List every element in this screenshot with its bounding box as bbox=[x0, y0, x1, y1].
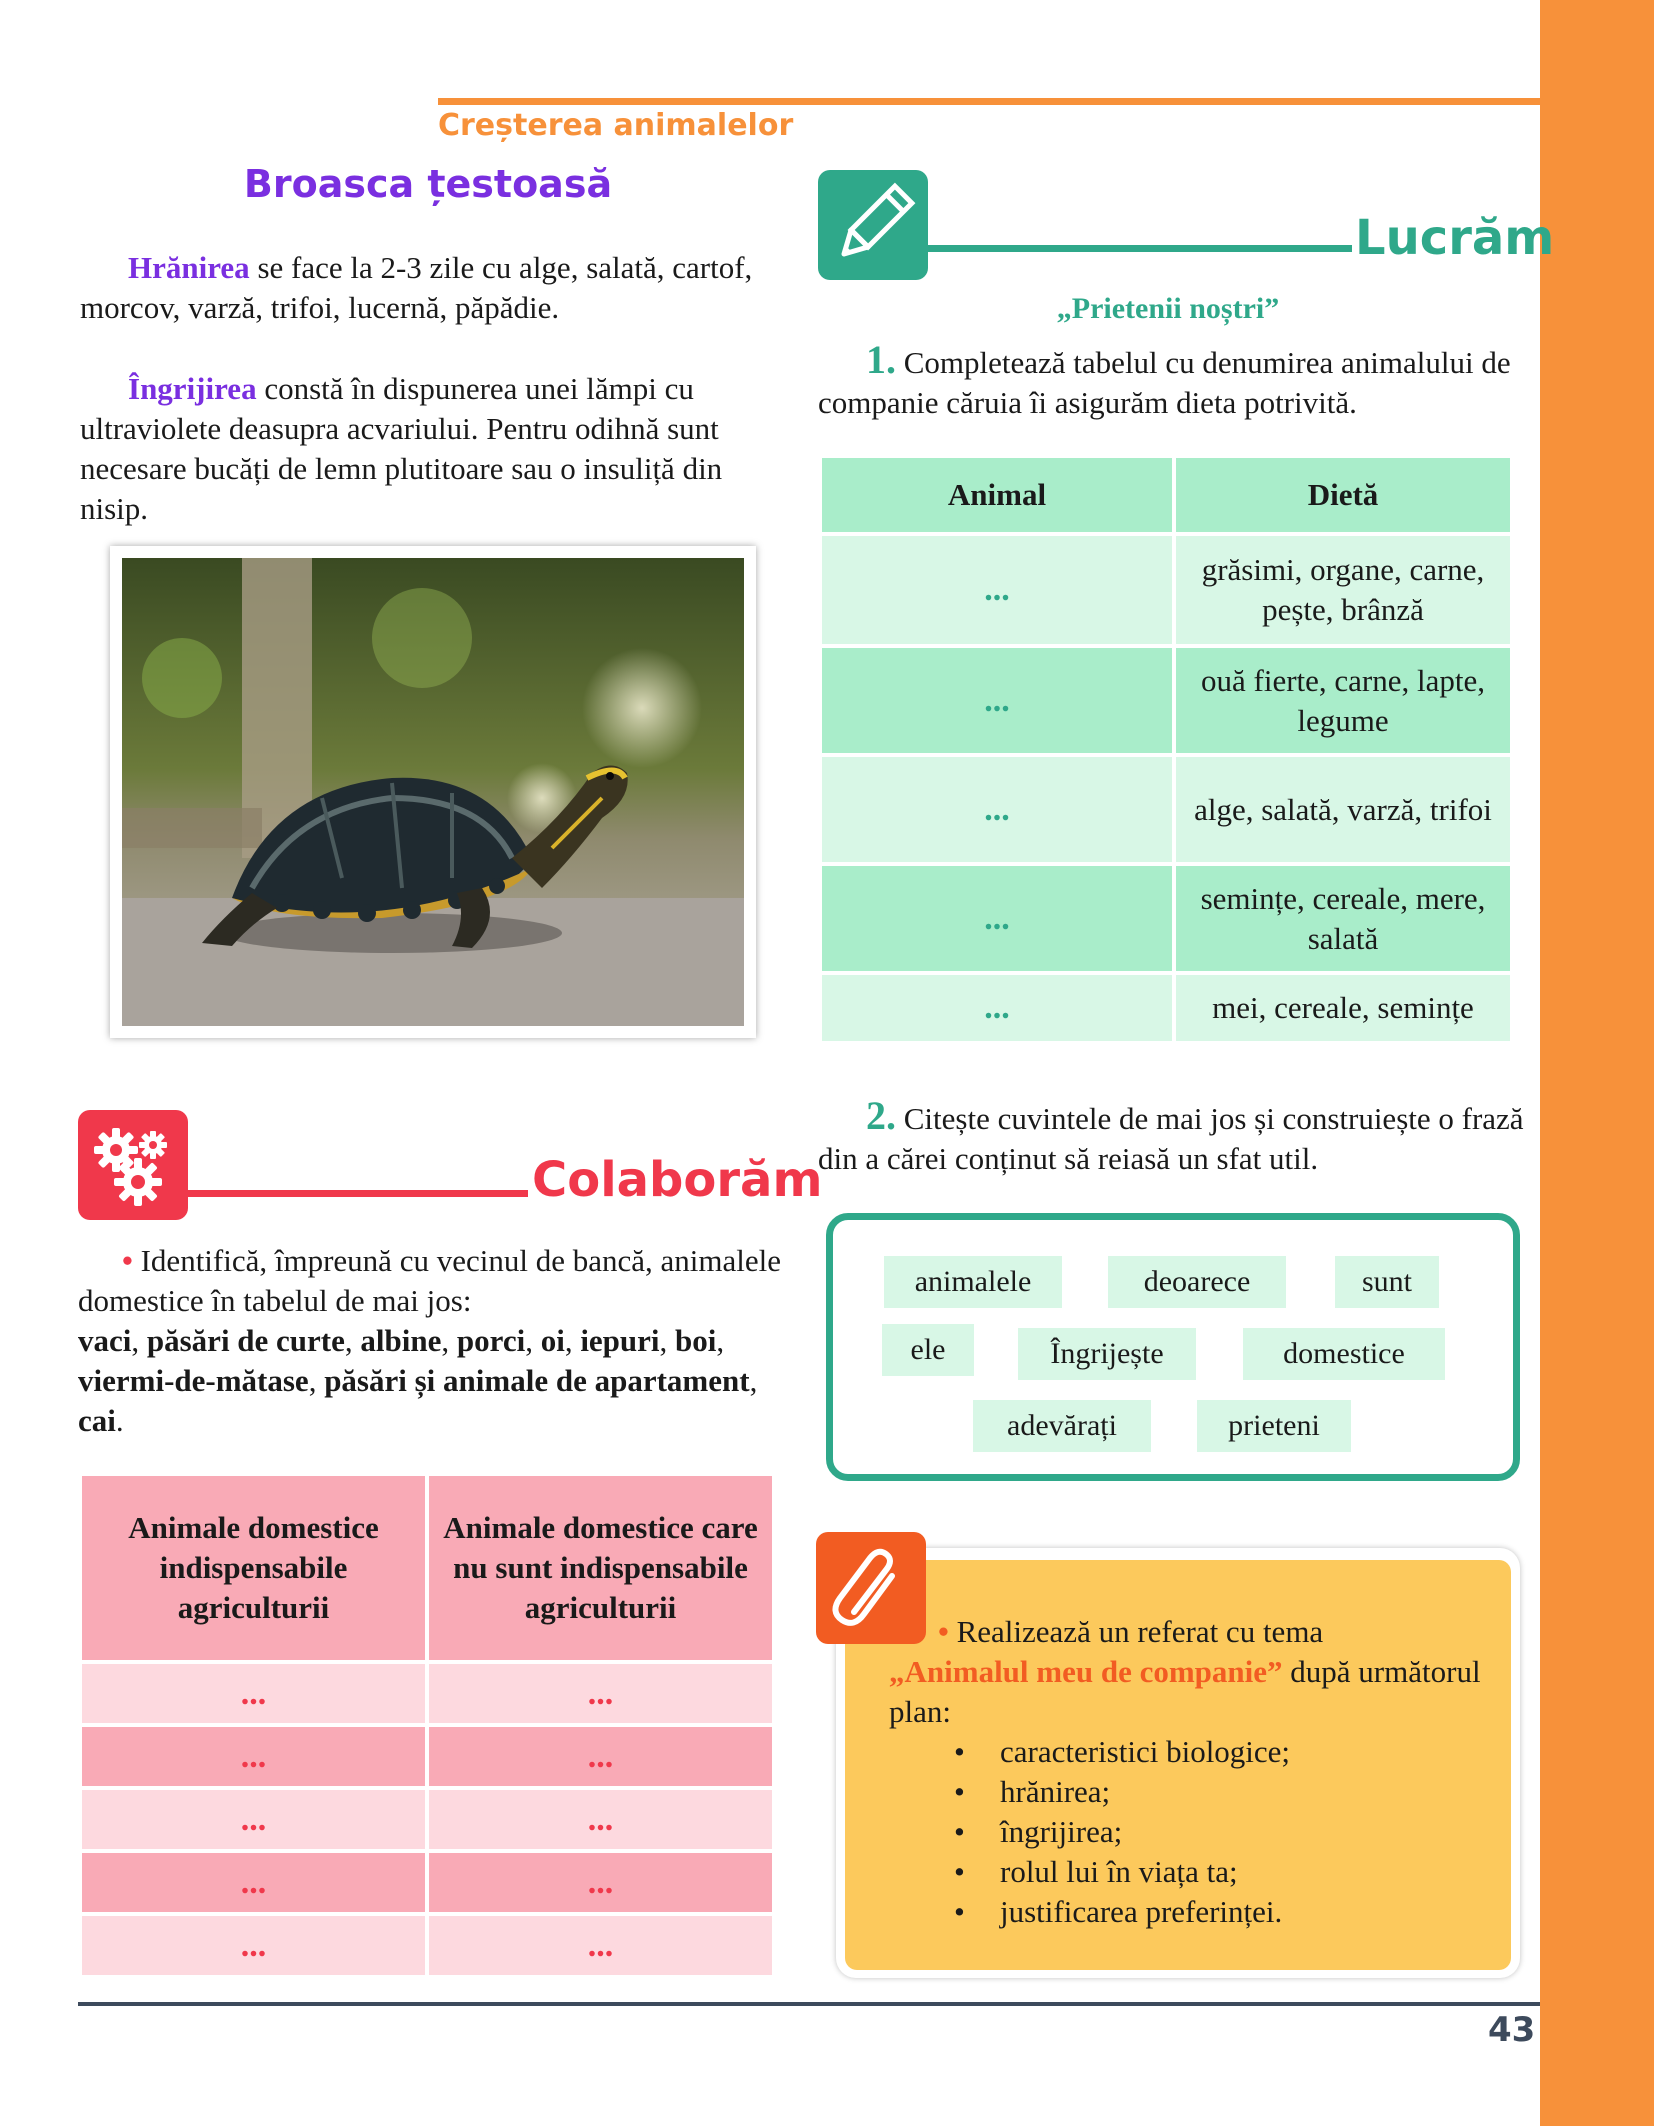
feeding-paragraph bbox=[80, 248, 780, 328]
animal-term: oi bbox=[540, 1323, 565, 1358]
word-chip[interactable]: Îngrijește bbox=[1018, 1328, 1196, 1380]
separator: , bbox=[749, 1363, 758, 1398]
animal-term: vaci bbox=[78, 1323, 132, 1358]
sentence-end: . bbox=[115, 1403, 124, 1438]
blank-cell[interactable]: ... bbox=[82, 1790, 425, 1849]
animal-term: boi bbox=[675, 1323, 717, 1358]
diet-cell: alge, salată, varză, trifoi bbox=[1176, 757, 1510, 862]
task-1-number: 1. bbox=[866, 337, 896, 382]
turtle-photo bbox=[110, 546, 756, 1038]
word-chip[interactable]: ele bbox=[882, 1324, 974, 1376]
blank-cell[interactable]: ... bbox=[82, 1664, 425, 1723]
word-chip[interactable]: deoarece bbox=[1108, 1256, 1286, 1308]
word-bank-box bbox=[826, 1213, 1520, 1481]
table-row bbox=[822, 757, 1510, 862]
table-row bbox=[822, 866, 1510, 971]
word-chip[interactable]: adevărați bbox=[973, 1400, 1151, 1452]
diet-header-animal: Animal bbox=[822, 458, 1172, 532]
diet-cell: semințe, cereale, mere, salată bbox=[1176, 866, 1510, 971]
lucram-section-icon bbox=[818, 170, 928, 280]
gears-icon bbox=[78, 1110, 188, 1220]
colaboram-intro: Identifică, împreună cu vecinul de bancă, animalele domestice în tabelul de mai jos: bbox=[78, 1243, 781, 1318]
diet-cell: mei, cereale, semințe bbox=[1176, 975, 1510, 1041]
diet-cell: ouă fierte, carne, lapte, legume bbox=[1176, 648, 1510, 753]
word-chip[interactable]: animalele bbox=[884, 1256, 1062, 1308]
table-row bbox=[82, 1790, 772, 1849]
task-2-instruction: Citește cuvintele de mai jos și construiește o frază din a cărei conținut să reiasă un sfat util. bbox=[818, 1101, 1524, 1176]
referat-plan-list bbox=[890, 1732, 1490, 1932]
list-item: • hrănirea; bbox=[1000, 1772, 1490, 1812]
referat-intro-text: Realizează un referat cu tema bbox=[948, 1614, 1324, 1649]
table-row bbox=[822, 536, 1510, 644]
table-row bbox=[822, 975, 1510, 1041]
separator: , bbox=[308, 1363, 325, 1398]
separator: , bbox=[441, 1323, 457, 1358]
bullet: • bbox=[938, 1614, 949, 1649]
side-color-bar bbox=[1540, 0, 1654, 2126]
list-item: • caracteristici biologice; bbox=[1000, 1732, 1490, 1772]
blank-cell[interactable]: ... bbox=[429, 1790, 772, 1849]
separator: , bbox=[525, 1323, 541, 1358]
diet-header-diet: Dietă bbox=[1176, 458, 1510, 532]
diet-table-header bbox=[822, 458, 1510, 532]
animal-blank[interactable]: ... bbox=[822, 536, 1172, 644]
referat-intro bbox=[890, 1612, 1490, 1652]
lucram-subtitle: „Prietenii noștri” bbox=[1056, 292, 1280, 325]
colaboram-title-line bbox=[188, 1190, 528, 1197]
animal-term: cai bbox=[78, 1403, 116, 1438]
domestic-animals-table bbox=[78, 1472, 776, 1979]
animal-term: albine bbox=[360, 1323, 442, 1358]
separator: , bbox=[564, 1323, 581, 1358]
domestic-table-header bbox=[82, 1476, 772, 1660]
separator: , bbox=[659, 1323, 676, 1358]
diet-cell: grăsimi, organe, carne, pește, brânză bbox=[1176, 536, 1510, 644]
footer-rule bbox=[78, 2002, 1540, 2006]
feeding-keyword: Hrănirea bbox=[128, 250, 250, 285]
word-chip[interactable]: domestice bbox=[1243, 1328, 1445, 1380]
care-paragraph bbox=[80, 369, 780, 529]
header-indispensable: Animale domestice indispensabile agriculturii bbox=[82, 1476, 425, 1660]
blank-cell[interactable]: ... bbox=[429, 1727, 772, 1786]
page-number: 43 bbox=[1488, 2010, 1536, 2050]
table-row bbox=[82, 1853, 772, 1912]
chapter-title: Creșterea animalelor bbox=[438, 108, 794, 143]
pencil-icon bbox=[818, 170, 928, 280]
word-chip[interactable]: sunt bbox=[1335, 1256, 1439, 1308]
colaboram-instruction bbox=[78, 1241, 788, 1441]
table-row bbox=[82, 1664, 772, 1723]
referat-theme: „Animalul meu de companie” bbox=[889, 1654, 1283, 1689]
animal-term: porci bbox=[456, 1323, 526, 1358]
separator: , bbox=[344, 1323, 361, 1358]
header-rule bbox=[438, 98, 1541, 105]
turtle-illustration bbox=[122, 558, 744, 1026]
separator: , bbox=[716, 1323, 725, 1358]
diet-table bbox=[818, 454, 1514, 1045]
referat-theme-line bbox=[889, 1652, 1490, 1732]
animal-term: păsări de curte bbox=[146, 1323, 345, 1358]
separator: , bbox=[131, 1323, 147, 1358]
task-2-number: 2. bbox=[866, 1093, 896, 1138]
header-not-indispensable: Animale domestice care nu sunt indispensabile agriculturii bbox=[429, 1476, 772, 1660]
table-row bbox=[82, 1916, 772, 1975]
lucram-title-line bbox=[928, 245, 1352, 252]
blank-cell[interactable]: ... bbox=[82, 1853, 425, 1912]
referat-after: după următorul plan: bbox=[889, 1654, 1481, 1729]
animal-blank[interactable]: ... bbox=[822, 975, 1172, 1041]
blank-cell[interactable]: ... bbox=[82, 1727, 425, 1786]
colaboram-section-icon bbox=[78, 1110, 188, 1220]
colaboram-section-title: Colaborăm bbox=[532, 1152, 823, 1208]
task-1-text bbox=[818, 337, 1528, 423]
animal-blank[interactable]: ... bbox=[822, 648, 1172, 753]
table-row bbox=[82, 1727, 772, 1786]
list-item: • îngrijirea; bbox=[1000, 1812, 1490, 1852]
task-1-instruction: Completează tabelul cu denumirea animalului de companie căruia îi asigurăm dieta potrivită. bbox=[818, 345, 1511, 420]
animal-term: păsări și animale de apartament bbox=[324, 1363, 750, 1398]
care-keyword: Îngrijirea bbox=[128, 371, 257, 406]
lucram-section-title: Lucrăm bbox=[1355, 210, 1555, 266]
feeding-text: se face la 2-3 zile cu alge, salată, cartof, morcov, varză, trifoi, lucernă, păpădie. bbox=[80, 250, 753, 325]
bullet: • bbox=[122, 1243, 133, 1278]
list-item: • rolul lui în viața ta; bbox=[1000, 1852, 1490, 1892]
table-row bbox=[822, 648, 1510, 753]
referat-text bbox=[890, 1612, 1490, 1932]
animal-blank[interactable]: ... bbox=[822, 866, 1172, 971]
animal-blank[interactable]: ... bbox=[822, 757, 1172, 862]
animal-term: iepuri bbox=[580, 1323, 660, 1358]
care-text: constă în dispunerea unei lămpi cu ultraviolete deasupra acvariului. Pentru odihnă sunt necesare bucăți de lemn plutitoare sau o insuliță din nisip. bbox=[80, 371, 723, 526]
blank-cell[interactable]: ... bbox=[82, 1916, 425, 1975]
animal-term: viermi-de-mătase bbox=[78, 1363, 309, 1398]
word-chip[interactable]: prieteni bbox=[1197, 1400, 1351, 1452]
turtle-section-title: Broasca țestoasă bbox=[243, 162, 613, 206]
blank-cell[interactable]: ... bbox=[429, 1664, 772, 1723]
list-item: • justificarea preferinței. bbox=[1000, 1892, 1490, 1932]
task-2-text bbox=[818, 1093, 1528, 1179]
blank-cell[interactable]: ... bbox=[429, 1853, 772, 1912]
blank-cell[interactable]: ... bbox=[429, 1916, 772, 1975]
